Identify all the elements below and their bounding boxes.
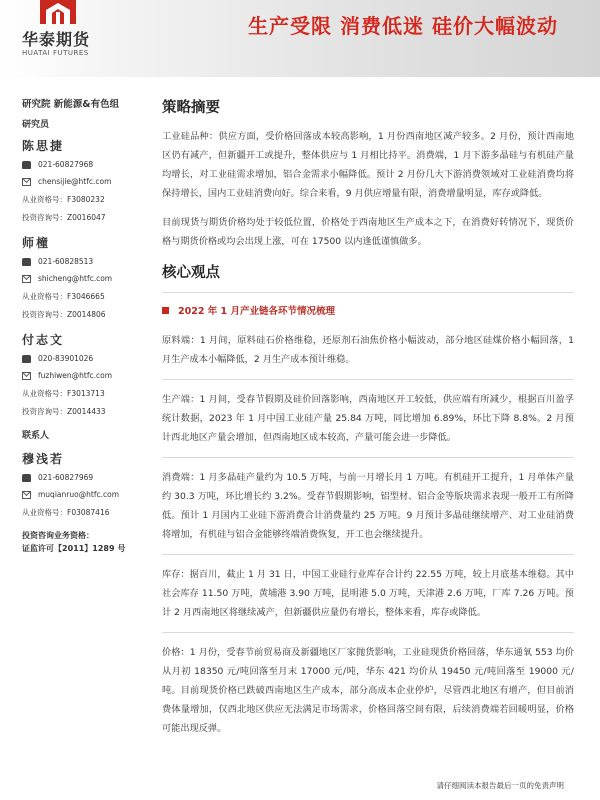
core-subheading bbox=[162, 303, 574, 317]
phone-icon bbox=[22, 474, 31, 482]
email-icon bbox=[22, 491, 31, 499]
investment-consult-number: 投资咨询号：Z0014806 bbox=[22, 310, 106, 319]
logo-name-cn: 华泰期货 bbox=[22, 30, 91, 49]
cert-license: 证监许可【2011】1289 号 bbox=[22, 544, 126, 553]
investment-consult-number: 投资咨询号：Z0016047 bbox=[22, 213, 106, 222]
email-icon bbox=[22, 372, 31, 380]
qualification-number: 从业资格号：F3046665 bbox=[22, 292, 105, 301]
investment-consult-number: 投资咨询号：Z0014433 bbox=[22, 407, 106, 416]
phone-icon bbox=[22, 258, 31, 266]
author-sidebar bbox=[22, 96, 144, 555]
summary-heading: 策略摘要 bbox=[162, 100, 220, 116]
section-divider bbox=[162, 457, 574, 458]
section-divider bbox=[162, 554, 574, 555]
analyst-card bbox=[22, 234, 144, 320]
analyst-name: 陈思捷 bbox=[22, 139, 65, 153]
qualification-number: 从业资格号：F3013713 bbox=[22, 389, 105, 398]
summary-paragraph: 工业硅品种：供应方面，受价格回落成本较高影响，1 月份西南地区减产较多。2 月份，预计西南地区仍有减产，但新疆开工或提升，整体供应与 1 月相比持平。消费端，1 月下游多晶硅与有机硅产量均增长，对工业硅需求增加，铝合金需求小幅降低。预计 2 月份几大下游消费领域对工业硅消费均将保持增长，国内工业硅消费向好。综合来看，9 月供应增量有限，消费增量明显，库存或降低。 bbox=[162, 131, 574, 199]
phone-icon bbox=[22, 355, 31, 363]
analyst-phone: 020-83901026 bbox=[38, 354, 94, 363]
contact-phone: 021-60827969 bbox=[38, 473, 94, 482]
report-title: 生产受限 消费低迷 硅价大幅波动 bbox=[248, 14, 558, 38]
analyst-email[interactable]: fuzhiwen@htfc.com bbox=[38, 371, 113, 380]
researchers-heading: 研究员 bbox=[22, 120, 50, 130]
square-bullet-icon bbox=[162, 307, 169, 314]
analyst-name: 师橦 bbox=[22, 236, 51, 250]
disclaimer-note: 请仔细阅读本报告最后一页的免责声明 bbox=[436, 781, 564, 790]
summary-paragraph: 目前现货与期货价格均处于较低位置，价格处于西南地区生产成本之下，在消费好转情况下，现货价格与期货价格或均会出现上涨，可在 17500 以内逢低谨慎做多。 bbox=[162, 217, 574, 247]
core-views-heading: 核心观点 bbox=[162, 265, 220, 281]
analyst-name: 付志文 bbox=[22, 333, 65, 347]
consumption-paragraph: 消费端：1 月多晶硅产量约为 10.5 万吨，与前一月增长月 1 万吨。有机硅开工提升，1 月单体产量约 30.3 万吨，环比增长约 3.2%。受春节假期影响，铝型材、铝合金等版块需求表现一般开工有所降低。预计 1 月国内工业硅下游消费合计消费量约 25 万吨。9 月预计多晶硅继续增产、对工业硅消费将增加，有机硅与铝合金能够终端消费恢复，开工也会继续提升。 bbox=[162, 472, 574, 540]
contact-name: 穆浅若 bbox=[22, 452, 65, 466]
main-content bbox=[162, 96, 574, 748]
logo-name-en: HUATAI FUTURES bbox=[22, 49, 89, 57]
contact-card bbox=[22, 450, 144, 518]
analyst-card bbox=[22, 331, 144, 417]
email-icon bbox=[22, 178, 31, 186]
page-header bbox=[0, 0, 600, 77]
analyst-phone: 021-60828513 bbox=[38, 257, 94, 266]
analyst-phone: 021-60827968 bbox=[38, 160, 94, 169]
qualification-number: 从业资格号：F3080232 bbox=[22, 195, 105, 204]
analyst-email[interactable]: shicheng@htfc.com bbox=[38, 274, 113, 283]
section-divider bbox=[162, 292, 574, 293]
section-divider bbox=[162, 379, 574, 380]
analyst-email[interactable]: chensijie@htfc.com bbox=[38, 177, 112, 186]
contact-heading: 联系人 bbox=[22, 431, 50, 441]
section-divider bbox=[162, 632, 574, 633]
phone-icon bbox=[22, 161, 31, 169]
analyst-card bbox=[22, 137, 144, 223]
production-paragraph: 生产端：1 月间，受春节假期及硅价回落影响，西南地区开工较低，供应端有所减少，根据百川盈孚统计数据，2023 年 1 月中国工业硅产量 25.84 万吨，同比增加 6.89%，环比下降 8.8%。2 月预计西北地区产量会增加，但西南地区成本较高，产量可能会进一步降低。 bbox=[162, 394, 574, 443]
inventory-paragraph: 库存：据百川，截止 1 月 31 日，中国工业硅行业库存合计约 22.55 万吨，较上月底基本维稳。其中社会库存 11.50 万吨，黄埔港 3.90 万吨，昆明港 5.0 万吨，天津港 2.6 万吨，厂库 7.26 万吨。预计 2 月西南地区将继续减产，但新疆供应量仍有增长，整体来看，库存或降低。 bbox=[162, 569, 574, 618]
qualification-number: 从业资格号：F03087416 bbox=[22, 508, 110, 517]
core-subheading-text: 2022 年 1 月产业链各环节情况梳理 bbox=[178, 306, 335, 317]
email-icon bbox=[22, 275, 31, 283]
raw-material-paragraph: 原料端：1 月间，原料硅石价格维稳，还原剂石油焦价格小幅波动，部分地区硅煤价格小幅回落，1 月生产成本小幅降低，2 月生产成本预计维稳。 bbox=[162, 335, 574, 365]
price-paragraph: 价格：1 月份，受春节前贸易商及新疆地区厂家抛货影响，工业硅现货价格回落，华东通氧 553 均价从月初 18350 元/吨回落至月末 17000 元/吨，华东 421 均价从 19450 元/吨回落至 19000 元/吨。目前现货价格已跌破西南地区生产成本，部分高成本企业停炉，尽管西北地区有增产，但目前消费体量增加，仅西北地区供应无法满足市场需求，价格回落空间有限，后续消费端若回暖明显，价格可能出现反弹。 bbox=[162, 647, 574, 734]
department-label: 研究院 新能源&有色组 bbox=[22, 99, 120, 110]
certification-info bbox=[22, 529, 144, 555]
contact-email[interactable]: muqianruo@htfc.com bbox=[38, 490, 120, 499]
cert-label: 投资咨询业务资格： bbox=[22, 531, 94, 540]
huatai-logo-icon bbox=[40, 0, 76, 24]
